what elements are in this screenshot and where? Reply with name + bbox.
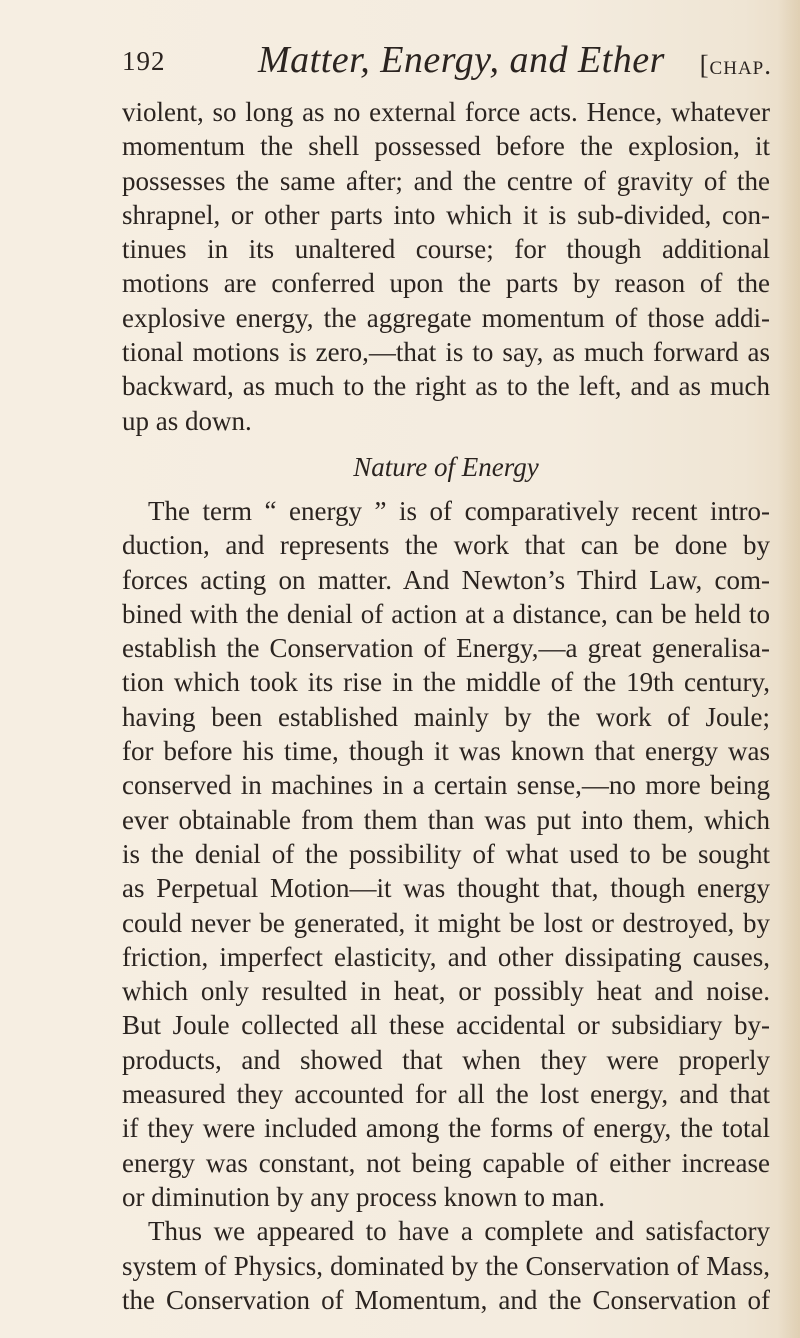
text-line: measured they accounted for all the lost energy, and that (122, 1079, 770, 1110)
page-edge-shading (778, 0, 800, 1338)
text-line: bined with the denial of action at a distance, can be held to (122, 598, 770, 629)
text-line: if they were included among the forms of energy, the total (122, 1113, 770, 1144)
text-line: the Conservation of Momentum, and the Conservation of (122, 1284, 770, 1315)
text-line: But Joule collected all these accidental or subsidiary by- (122, 1010, 770, 1041)
text-line: energy was constant, not being capable of either increase (122, 1147, 770, 1178)
text-line: which only resulted in heat, or possibly heat and noise. (122, 976, 770, 1007)
text-line: Thus we appeared to have a complete and satisfactory (148, 1216, 770, 1247)
text-line: system of Physics, dominated by the Conservation of Mass, (122, 1250, 770, 1281)
paragraph-2 (122, 494, 770, 1214)
text-line: tional motions is zero,—that is to say, as much forward as (122, 337, 770, 368)
running-head (122, 38, 772, 82)
text-line: or diminution by any process known to man. (122, 1181, 605, 1212)
text-line: conserved in machines in a certain sense,—no more being (122, 770, 770, 801)
text-line: duction, and represents the work that can be done by (122, 530, 770, 561)
text-line: The term “ energy ” is of comparatively recent intro- (148, 495, 770, 526)
text-line: as Perpetual Motion—it was thought that, though energy (122, 873, 770, 904)
text-line: forces acting on matter. And Newton’s Third Law, com- (122, 564, 770, 595)
text-line: for before his time, though it was known that energy was (122, 736, 770, 767)
text-line: motions are conferred upon the parts by reason of the (122, 268, 770, 299)
text-line: explosive energy, the aggregate momentum of those addi- (122, 302, 770, 333)
text-line: possesses the same after; and the centre of gravity of the (122, 165, 770, 196)
paragraph-1 (122, 95, 770, 438)
text-line: up as down. (122, 405, 252, 436)
text-line: backward, as much to the right as to the left, and as much (122, 371, 770, 402)
text-line: is the denial of the possibility of what used to be sought (122, 838, 770, 869)
text-line: products, and showed that when they were properly (122, 1044, 770, 1075)
chapter-mark (700, 50, 772, 81)
text-line: shrapnel, or other parts into which it is sub-divided, con- (122, 199, 770, 230)
text-line: violent, so long as no external force acts. Hence, whatever (122, 97, 770, 127)
text-line: having been established mainly by the work of Joule; (122, 701, 770, 732)
text-line: establish the Conservation of Energy,—a great generalisa- (122, 633, 770, 664)
text-line: friction, imperfect elasticity, and other dissipating causes, (122, 941, 770, 972)
paragraph-3 (122, 1214, 770, 1317)
body-text (122, 95, 770, 1317)
section-heading: Nature of Energy (353, 451, 539, 482)
text-line: could never be generated, it might be lost or destroyed, by (122, 907, 770, 938)
running-title: Matter, Energy, and Ether (258, 39, 665, 81)
text-line: momentum the shell possessed before the explosion, it (122, 131, 770, 162)
text-line: tion which took its rise in the middle of the 19th century, (122, 667, 770, 698)
page-number: 192 (122, 46, 166, 76)
text-line: ever obtainable from them than was put into them, which (122, 804, 770, 835)
text-line: tinues in its unaltered course; for though additional (122, 234, 770, 265)
chapter-mark-text: [chap. (699, 50, 772, 80)
